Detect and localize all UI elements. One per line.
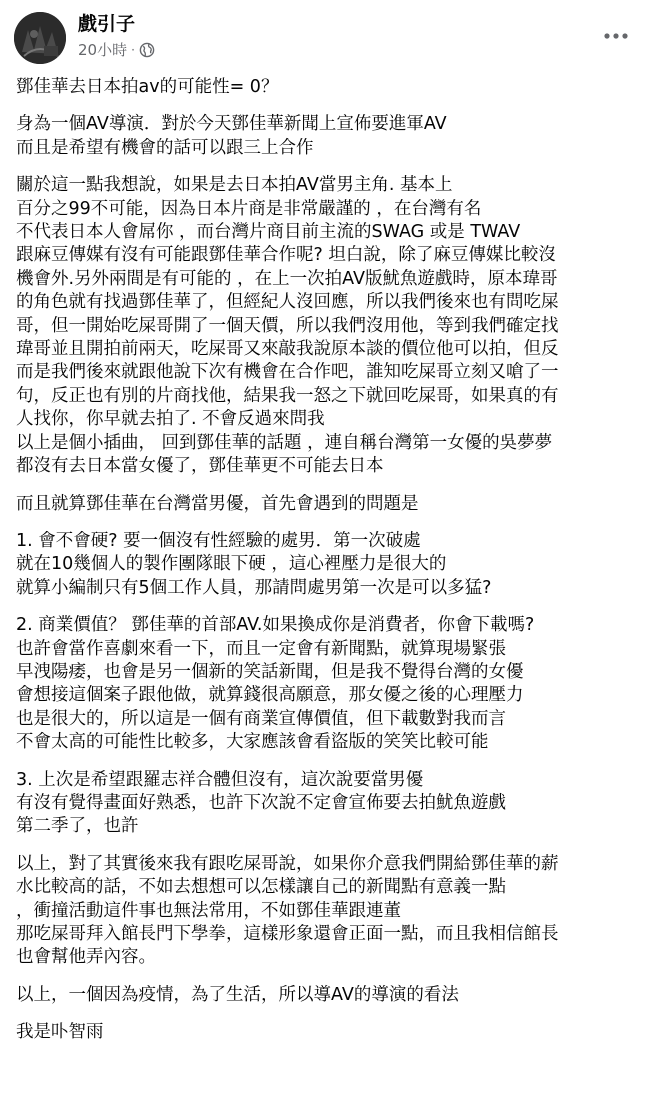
post-text-line: 早洩陽痿，也會是另一個新的笑話新聞，但是我不覺得台灣的女優 <box>16 661 524 682</box>
post-paragraph <box>16 530 642 600</box>
post-paragraph <box>16 853 642 970</box>
post-paragraph <box>16 614 642 754</box>
post-text-line: 就算小編制只有5個工作人員，那請問處男第一次是可以多猛? <box>16 577 492 598</box>
post-text-line: 就在10幾個人的製作團隊眼下硬 ，這心裡壓力是很大的 <box>16 554 447 575</box>
post-text-line: 身為一個AV導演．對於今天鄧佳華新聞上宣佈要進軍AV <box>16 114 447 135</box>
post-text-line: 百分之99不可能，因為日本片商是非常嚴謹的 ，在台灣有名 <box>16 198 482 219</box>
post-text-line: 哥，但一開始吃屎哥開了一個天價，所以我們沒用他，等到我們確定找 <box>16 315 559 336</box>
post-meta <box>78 40 155 60</box>
post-paragraph <box>16 1021 642 1044</box>
post-text-line: 瑋哥並且開拍前兩天，吃屎哥又來敲我說原本談的價位他可以拍，但反 <box>16 339 559 360</box>
post-text-line: 有沒有覺得畫面好熟悉，也許下次說不定會宣佈要去拍魷魚遊戲 <box>16 792 506 813</box>
post-text-line: 會想接這個案子跟他做，就算錢很高願意，那女優之後的心理壓力 <box>16 685 524 706</box>
post-text-line: 那吃屎哥拜入館長門下學拳，這樣形象還會正面一點，而且我相信館長 <box>16 924 559 944</box>
avatar[interactable] <box>14 12 66 64</box>
post-paragraph <box>16 769 642 839</box>
globe-icon[interactable] <box>139 42 155 58</box>
post-text-line: 而是我們後來就跟他說下次有機會在合作吧，誰知吃屎哥立刻又嗆了一 <box>16 362 559 383</box>
post-text-line: 而且就算鄧佳華在台灣當男優，首先會遇到的問題是 <box>16 493 419 514</box>
post-paragraph <box>16 493 642 516</box>
post-text-line: 也許會當作喜劇來看一下，而且一定會有新聞點，就算現場緊張 <box>16 638 506 659</box>
post-text-line: 都沒有去日本當女優了，鄧佳華更不可能去日本 <box>16 456 384 477</box>
post-text-line: 以上，對了其實後來我有跟吃屎哥說，如果你介意我們開給鄧佳華的薪 <box>16 853 559 874</box>
page-name[interactable]: 戲引子 <box>78 13 136 35</box>
post-text-line: 機會外.另外兩間是有可能的 ，在上一次拍AV版魷魚遊戲時，原本瑋哥 <box>16 268 558 289</box>
post-text-line: 第二季了，也許 <box>16 816 139 837</box>
post-text-line: ，衝撞活動這件事也無法常用，不如鄧佳華跟連董 <box>16 900 401 921</box>
post-text-line: 2. 商業價值？ 鄧佳華的首部AV.如果換成你是消費者，你會下載嗎? <box>16 615 535 636</box>
post-text-line: 水比較高的話，不如去想想可以怎樣讓自己的新聞點有意義一點 <box>16 877 506 898</box>
post-body <box>16 76 642 1059</box>
post-paragraph <box>16 174 642 478</box>
post-text-line: 不會太高的可能性比較多，大家應該會看盜版的笑笑比較可能 <box>16 732 489 753</box>
post-text-line: 不代表日本人會屌你 ，而台灣片商目前主流的SWAG 或是 TWAV <box>16 222 521 243</box>
post-text-line: 也會幫他弄內容。 <box>16 947 156 968</box>
post-header <box>0 0 650 76</box>
post-paragraph <box>16 984 642 1007</box>
post-timestamp[interactable]: 20小時 <box>78 41 128 59</box>
post-text-line: 以上是個小插曲， 回到鄧佳華的話題 ，連自稱台灣第一女優的吳夢夢 <box>16 432 553 453</box>
more-options-button[interactable] <box>598 22 634 50</box>
post-text-line: 跟麻豆傳媒有沒有可能跟鄧佳華合作呢? 坦白說，除了麻豆傳媒比較沒 <box>16 245 556 266</box>
meta-separator: · <box>131 43 135 57</box>
post-paragraph <box>16 76 642 99</box>
post-text-line: 人找你，你早就去拍了. 不會反過來問我 <box>16 409 325 430</box>
post-text-line: 3. 上次是希望跟羅志祥合體但沒有，這次說要當男優 <box>16 769 424 790</box>
post-text-line: 的角色就有找過鄧佳華了，但經紀人沒回應，所以我們後來也有問吃屎 <box>16 292 559 313</box>
post-text-line: 1. 會不會硬? 要一個沒有性經驗的處男．第一次破處 <box>16 530 421 551</box>
more-horizontal-icon <box>603 32 629 40</box>
post-text-line: 而且是希望有機會的話可以跟三上合作 <box>16 137 314 158</box>
avatar-image <box>14 12 66 64</box>
post-text-line: 以上，一個因為疫情，為了生活，所以導AV的導演的看法 <box>16 984 459 1005</box>
post-text-line: 也是很大的，所以這是一個有商業宣傳價值，但下載數對我而言 <box>16 708 506 729</box>
post-text-line: 我是卟智雨 <box>16 1022 104 1043</box>
post-text-line: 句，反正也有別的片商找他，結果我一怒之下就回吃屎哥，如果真的有 <box>16 385 559 406</box>
post-paragraph <box>16 113 642 160</box>
post-text-line: 關於這一點我想說，如果是去日本拍AV當男主角. 基本上 <box>16 175 453 196</box>
post-text-line: 鄧佳華去日本拍av的可能性= 0？ <box>16 77 279 97</box>
